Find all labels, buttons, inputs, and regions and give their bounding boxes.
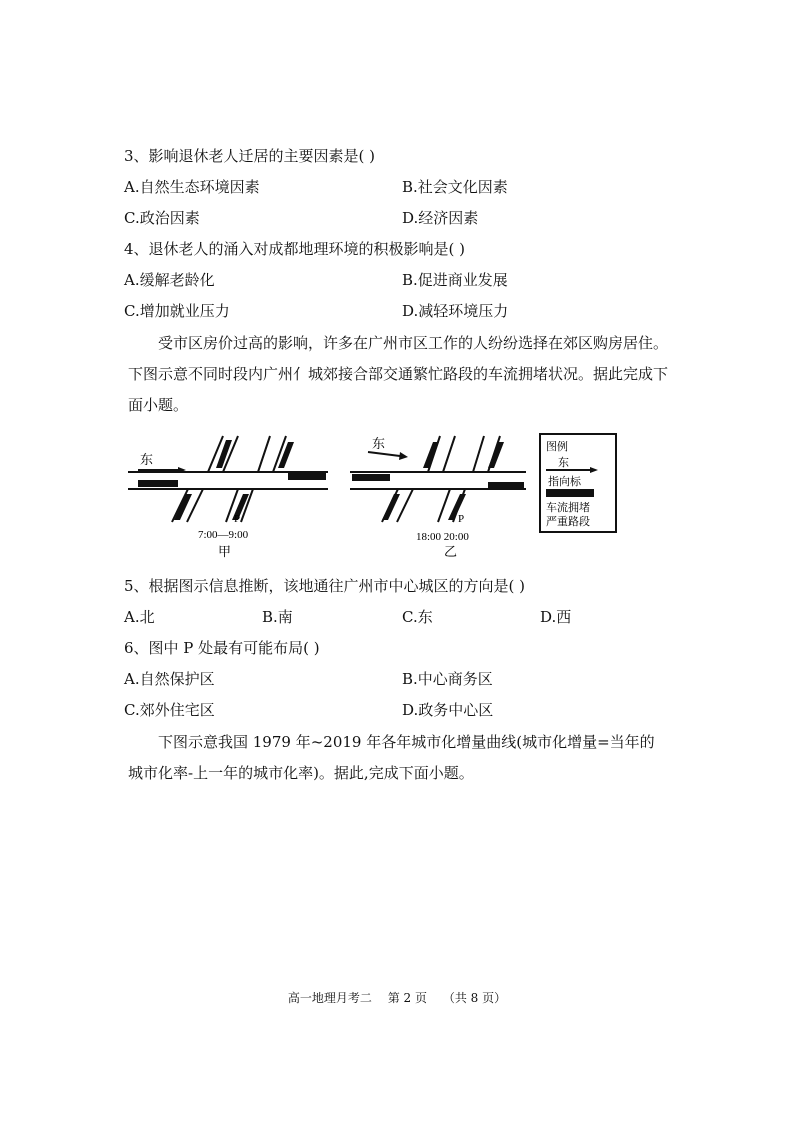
legend-jam-swatch <box>546 489 594 497</box>
passage-traffic: 受市区房价过高的影响，许多在广州市区工作的人纷纷选择在郊区购房居住。下图示意不同时段内广州亻城郊接合部交通繁忙路段的车流拥堵状况。据此完成下面小题。 <box>128 334 669 414</box>
q5-stem: 5、根据图示信息推断，该地通往广州市中心城区的方向是( ) <box>124 577 526 595</box>
jam-segment <box>138 480 178 487</box>
q6-option-c[interactable]: C.郊外住宅区 <box>124 701 215 719</box>
q6-option-a[interactable]: A.自然保护区 <box>124 670 215 688</box>
legend <box>540 434 616 532</box>
q4-option-d[interactable]: D.减轻环境压力 <box>402 302 509 320</box>
legend-east: 东 <box>558 457 569 469</box>
p-label-yi: P <box>458 513 465 525</box>
footer-page: 第 2 页 <box>387 991 427 1005</box>
q4-option-b[interactable]: B.促进商业发展 <box>402 271 508 289</box>
q3-option-c[interactable]: C.政治因素 <box>124 209 200 227</box>
jam-segment <box>288 473 326 480</box>
jam-segment <box>278 442 294 468</box>
passage-urbanization: 下图示意我国 1979 年~2019 年各年城市化增量曲线(城市化增量=当年的城市化率-上一年的城市化率)。据此,完成下面小题。 <box>128 733 655 782</box>
jam-segment <box>488 482 524 489</box>
p-label-jia: P <box>234 513 241 525</box>
east-label-yi: 东 <box>372 436 386 451</box>
legend-arrow-label: 指向标 <box>548 476 581 488</box>
time-label-yi: 18:00 20:00 <box>416 531 469 543</box>
jam-segment <box>352 474 390 481</box>
time-label-jia: 7:00—9:00 <box>198 529 249 541</box>
traffic-map-svg <box>128 432 628 562</box>
legend-jam-label-2: 严重路段 <box>546 516 590 528</box>
q4-stem: 4、退休老人的涌入对成都地理环境的积极影响是( ) <box>124 240 466 258</box>
traffic-map-figure <box>128 432 628 562</box>
q5-option-d[interactable]: D.西 <box>540 608 572 626</box>
q5-option-c[interactable]: C.东 <box>402 608 433 626</box>
footer-total: （共 8 页） <box>442 991 507 1005</box>
east-label-jia: 东 <box>140 452 154 467</box>
footer-title: 高一地理月考二 <box>287 991 372 1005</box>
map-name-yi: 乙 <box>444 544 458 559</box>
q3-option-b[interactable]: B.社会文化因素 <box>402 178 508 196</box>
q6-option-b[interactable]: B.中心商务区 <box>402 670 493 688</box>
q6-option-d[interactable]: D.政务中心区 <box>402 701 494 719</box>
q4-option-a[interactable]: A.缓解老龄化 <box>124 271 215 289</box>
q3-option-d[interactable]: D.经济因素 <box>402 209 479 227</box>
q4-option-c[interactable]: C.增加就业压力 <box>124 302 230 320</box>
legend-title: 图例 <box>546 441 568 453</box>
map-name-jia: 甲 <box>218 544 232 559</box>
q3-option-a[interactable]: A.自然生态环境因素 <box>124 178 260 196</box>
page-footer <box>0 989 794 1006</box>
legend-jam-label-1: 车流拥堵 <box>546 502 590 514</box>
q5-option-a[interactable]: A.北 <box>124 608 155 626</box>
jam-segment <box>382 494 400 520</box>
q6-stem: 6、图中 P 处最有可能布局( ) <box>124 639 320 657</box>
q5-option-b[interactable]: B.南 <box>262 608 293 626</box>
q3-stem: 3、影响退休老人迁居的主要因素是( ) <box>124 147 376 165</box>
